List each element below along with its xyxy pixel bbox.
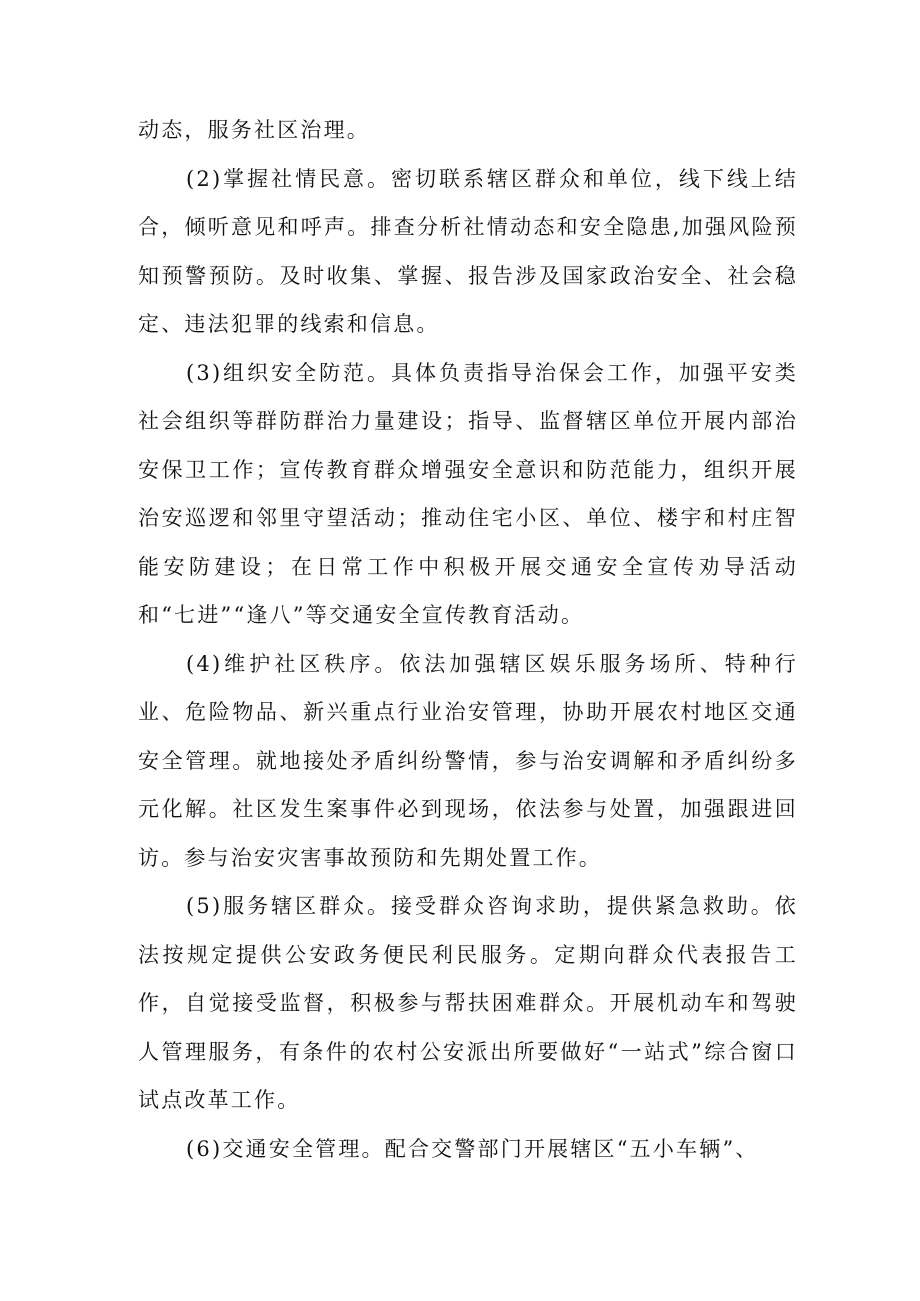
paragraph-item-3: (3)组织安全防范。具体负责指导治保会工作，加强平安类社会组织等群防群治力量建设；指导、监督辖区单位开展内部治安保卫工作；宣传教育群众增强安全意识和防范能力，组织开展治安巡逻和邻里守望活动；推动住宅小区、单位、楼宇和村庄智能安防建设；在日常工作中积极开展交通安全宣传劝导活动和“七进”“逢八”等交通安全宣传教育活动。: [138, 360, 798, 627]
paragraph-continuation: 动态，服务社区治理。: [138, 118, 370, 142]
paragraph-item-4: (4)维护社区秩序。依法加强辖区娱乐服务场所、特种行业、危险物品、新兴重点行业治安管理，协助开展农村地区交通安全管理。就地接处矛盾纠纷警情，参与治安调解和矛盾纠纷多元化解。社区发生案事件必到现场，依法参与处置，加强跟进回访。参与治安灾害事故预防和先期处置工作。: [138, 651, 798, 870]
paragraph-item-6: (6)交通安全管理。配合交警部门开展辖区“五小车辆”、: [186, 1136, 759, 1161]
paragraph-item-2: (2)掌握社情民意。密切联系辖区群众和单位，线下线上结合，倾听意见和呼声。排查分析社情动态和安全隐患,加强风险预知预警预防。及时收集、掌握、报告涉及国家政治安全、社会稳定、违法犯罪的线索和信息。: [138, 166, 798, 336]
paragraph-item-5: (5)服务辖区群众。接受群众咨询求助，提供紧急救助。依法按规定提供公安政务便民利民服务。定期向群众代表报告工作，自觉接受监督，积极参与帮扶困难群众。开展机动车和驾驶人管理服务，有条件的农村公安派出所要做好“一站式”综合窗口试点改革工作。: [138, 894, 798, 1112]
document-body: [138, 106, 798, 1173]
